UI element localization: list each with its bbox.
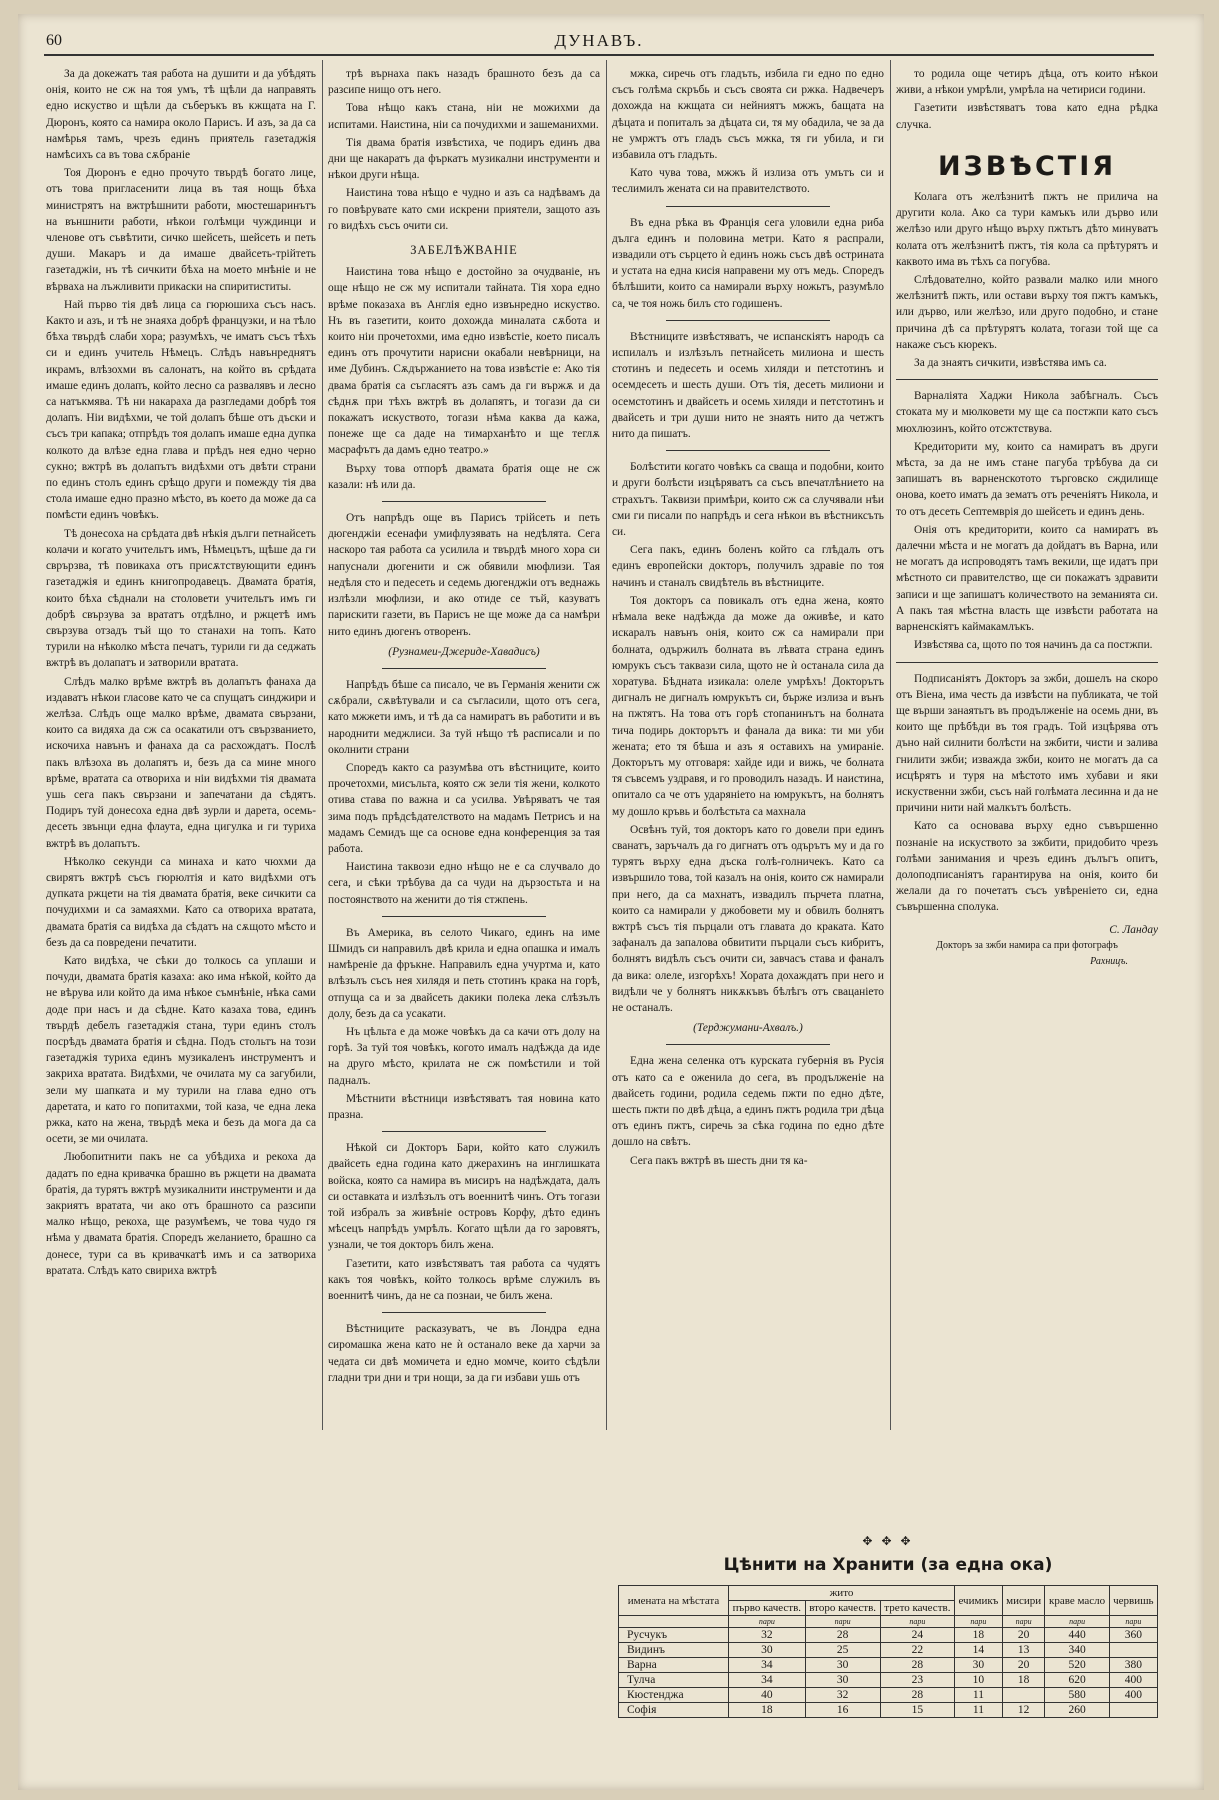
food-prices-section xyxy=(618,1534,1158,1718)
price-cell: 12 xyxy=(1002,1703,1045,1718)
price-cell: 14 xyxy=(955,1643,1003,1658)
unit-cell: пари xyxy=(955,1616,1003,1628)
divider xyxy=(382,1312,545,1313)
price-cell: 11 xyxy=(955,1688,1003,1703)
paragraph: Отъ напрѣдъ още въ Парисъ трійсеть и петь дюгенджіи есенафи умифлузявать на недѣлята. Сега наскоро тая работа са усилила и твърдѣ много хора си напуснали дюгенити и сж обявили мюфлизи. Тая недѣля сто и педесеть и седемь дюгенджіи отъ веднажь излѣзли мюфлизи, и ако отиде се тъй, казуватъ парискити газети, въ Парисъ не ще може да са намѣри нито единъ дюгенъ отворенъ. xyxy=(328,512,600,638)
price-cell: 18 xyxy=(1002,1673,1045,1688)
paragraph: Наистина това нѣщо е чудно и азъ са надѣвамъ да го повѣрувате като сми искрени приятели, защото азъ го видѣхъ съсъ очити си. xyxy=(328,187,600,232)
column-4 xyxy=(896,66,1158,1506)
price-cell: 24 xyxy=(880,1628,954,1643)
price-cell: 520 xyxy=(1045,1658,1109,1673)
divider xyxy=(382,1131,545,1132)
header-wheat-2: второ качеств. xyxy=(805,1601,880,1616)
paragraph: Нѣколко секунди са минаха и като чюхми да свирятъ вжтрѣ съсъ гюрюлтія и като видѣхми отъ дупката ржцети на тія двамата братія, веке сичкити са почудихми и са замаяхми. Като са отвориха вратата, двамата братія са видѣха да сѣдатъ на сѫщото мѣсто и безъ да са повредени печатити. xyxy=(46,855,316,949)
paragraph: Вѣстниците расказуватъ, че въ Лондра една сиромашка жена като не ѝ останало веке да харчи за чедата си двѣ момичета и едно момче, които сѣдѣли гладни три дни и три нощи, за да ги избави ушь отъ xyxy=(328,1323,600,1384)
price-cell: 20 xyxy=(1002,1628,1045,1643)
ornament-divider: ✥ ✥ ✥ xyxy=(862,1534,914,1548)
price-cell: 34 xyxy=(729,1658,806,1673)
column-rule xyxy=(606,60,607,1430)
table-row xyxy=(619,1703,1158,1718)
price-cell: 28 xyxy=(880,1688,954,1703)
header-wheat-3: трето качеств. xyxy=(880,1601,954,1616)
price-cell: 400 xyxy=(1109,1673,1157,1688)
paragraph: Тоя докторъ са повикалъ отъ една жена, която нѣмала веке надѣжда да може да оживѣе, и като искаралъ навънъ онія, които сж са намирали при болната, одържилъ болната въ лѣвата страна единъ юмрукъ съсъ таквази сила, щото не ѝ останала сила да хоратува. Бѣдната изикала: олеле умрѣхъ! Докторътъ дигналъ не дигналъ юмрукътъ си, бърже излиза и вънъ на пжтятъ. На това отъ горѣ стопанинътъ на болната тича подирь докторътъ и фанала да вика: ти ми уби жената; ето тя бѣша и азъ я оставихъ на умираніе. Докторътъ му отговаря: хайде иди и вижь, че болната тя съвсемъ уздравя, и го проводилъ назадъ. И наистина, опитало са че отъ ударяніето на юмрукътъ, на болнятъ му дошло кръвь и болѣстьта са махнала xyxy=(612,594,884,818)
paragraph: Слѣдъ малко врѣме вжтрѣ въ долапътъ фанаха да издаватъ нѣкои гласове като че са спущатъ синджири и желѣза. Слѣдъ още малко врѣме, двамата свързани, които са видяха да сж са осакатили отъ свързванието, искочиха навънъ и фанаха да са расхождатъ. Послѣ пакъ влѣзоха въ долапятъ и, безъ да са мине много врѣме, вратата са отвориха и ніи видѣхми тія двамата ушь сега пакъ свързани и запечатани да сѣдятъ. Подиръ туй донесоха една двѣ зурли и дарета, осемь-десеть звънци една флаута, една цигулка и ги туриха вжтрѣ въ долапътъ. xyxy=(46,675,316,850)
paragraph: Нъ цѣльта е да може човѣкъ да са качи отъ долу на горѣ. За туй тоя човѣкъ, когото ималъ надѣжда да иде на друго мѣсто, крилата не сж помѣстили и той падналъ. xyxy=(328,1025,600,1087)
divider xyxy=(382,668,545,669)
header-place: имената на мѣстата xyxy=(619,1586,729,1616)
paragraph: Наистина таквози едно нѣщо не е са случвало до сега, и сѣки трѣбува да са чуди на дързостьта и на постоянството на женити до тія стжпень. xyxy=(328,861,600,906)
paragraph: мжка, сиречь отъ гладъть, избила ги едно по едно съсъ голѣма скръбь и съсъ своята си ржка. Надвечеръ дохожда на кжщата си нейниятъ мжжъ, бащата на дѣцата и попиталъ за дѣцата си, тя му обадила, че за да не умржтъ отъ гладъ съсъ мжка, тя ги убила, и ги избавила отъ гладъть. xyxy=(612,68,884,162)
unit-cell: пари xyxy=(880,1616,954,1628)
price-cell: 11 xyxy=(955,1703,1003,1718)
header-butter: краве масло xyxy=(1045,1586,1109,1616)
paragraph: то родила още четиръ дѣца, отъ които нѣкои живи, а нѣкои умрѣли, умрѣла на четириси години. xyxy=(896,68,1158,97)
announcements-heading: ИЗВѢСТІЯ xyxy=(937,150,1117,182)
price-cell xyxy=(1109,1643,1157,1658)
paragraph: Освѣнъ туй, тоя докторъ като го довели при единъ сванатъ, заръчалъ да го дигнатъ отъ одърътъ му и да го турятъ върху една дъска голѣ-голничекъ. Като са извършило това, той казалъ на онія, които сж намирали при него, да са махнатъ, извадилъ пърчета платна, които са намирали у джобовети му и обвилъ болнятъ вжтрѣ съсъ тія пърцали отъ главата до краката. Като зафаналъ да запалова обвитити пърцали съсъ кибритъ, болнятъ видѣлъ съсъ очити си, завчасъ става и фаналъ да вика: олеле, изгорѣхъ! Хората дохаждатъ при него и видѣли че у болнятъ никѫкъвъ бѣлѣгъ отъ свацаніето не останалъ. xyxy=(612,823,884,1014)
prices-table xyxy=(618,1585,1158,1718)
divider xyxy=(382,501,545,502)
paragraph: Любопитнити пакъ не са убѣдиха и рекоха да дадатъ по една кривачка брашно въ ржцети на двамата братія, да турятъ вжтрѣ музикалнити инструменти и да закриятъ вратата, чи ако отъ брашното са разсипи малко нѣщо, рекоха, ще разумѣемъ, че това чудо гя нѣма у двамата братія. Споредъ желанието, брашно са донесе, тури са въ кривачкатѣ имъ и са затвориха вратата. Слѣдъ като свириха вжтрѣ xyxy=(46,1151,316,1277)
column-1 xyxy=(46,66,316,1766)
paragraph: Сега пакъ, единъ боленъ който са глѣдалъ отъ единъ европейски докторъ, получилъ здравіе по тоя начинъ и станалъ свидѣтель въ вѣстниците. xyxy=(612,544,884,589)
divider xyxy=(666,320,829,321)
header-maize: мисири xyxy=(1002,1586,1045,1616)
paragraph: Извѣстява са, щото по тоя начинъ да са постжпи. xyxy=(914,639,1153,652)
paragraph: Като видѣха, че сѣки до толкось са уплаши и почуди, двамата братія казаха: ако има нѣкой, който да не вѣрува или който да има нѣкое съмнѣніе, нѣка сами доде при насъ и да сѣдне. Като казаха това, единъ твърдѣ дебелъ газетаджія стана, тури единъ столъ посрѣдъ двамата братія и сѣдна. Подъ стольтъ на този газетаджія туриха единъ музикаленъ инструментъ и закриха вратата. Видѣхми, че очилата му са загубили, зели му шапката и му турили на глава едно отъ даретата, и като го попитахми, той каза, че една лека ржка, като на жена, твърдѣ мека и безъ да мога да са осети, зе ми очилата. xyxy=(46,954,316,1146)
column-3 xyxy=(612,66,884,1506)
price-cell: 25 xyxy=(805,1643,880,1658)
source-attribution: (Рузнамеи-Джериде-Хавадисъ) xyxy=(388,645,540,658)
column-2 xyxy=(328,66,600,1766)
divider xyxy=(896,379,1158,380)
price-cell: 400 xyxy=(1109,1688,1157,1703)
newspaper-title: ДУНАВЪ. xyxy=(554,31,644,50)
price-cell: 260 xyxy=(1045,1703,1109,1718)
unit-cell: пари xyxy=(1002,1616,1045,1628)
paragraph: Газетити, като извѣстяватъ тая работа са чудятъ какъ тоя човѣкъ, който толкось врѣме служилъ въ военнитѣ чинъ, да не са познаи, че билъ жена. xyxy=(328,1257,600,1303)
paragraph: Тоя Дюронъ е едно прочуто твърдѣ богато лице, отъ това пригласенити лица въ тая нощь бѣха министрятъ на вжтрѣшнити работи, мюстешаринътъ на външнити работи, нѣкои голѣмци чуждинци и членове отъ съвѣтити, сичко шейсеть, шейсеть и петь души. Макаръ и да имаше двайсеть-трійтеть газетаджіи, нъ тѣ сичкити бѣха на моето мнѣніе и не вѣрваха на лъжливити прикаски на спиритиститы. xyxy=(46,167,316,293)
paragraph: Наистина това нѣщо е достойно за очудваніе, нъ още нѣщо не сж му испитали тайната. Тія хора едно врѣме показаха въ Англія едно извънредно искуство. Нъ въ газетити, които дохожда миналата сѫбота и които ніи прочетохми, има едно извѣстіе, което писалъ единъ отъ прочутити нарисни окабали невѣрници, на име Дубинъ. Сѫдържанието на това извѣстіе е: Ако тія двама братія са съгласятъ азъ самъ да ги вържѫ и да сѣднѫ при тѣхъ вжтрѣ въ долапятъ, и тогази да си покажатъ искуството, тогази нѣма каква да кажа, понеже ще са даде на тимарханѣто и ще теглѫ масрафътъ да дамъ едно театро.» xyxy=(328,266,600,457)
prices-title: Цѣнити на Хранити (за една ока) xyxy=(723,1555,1053,1575)
paragraph: Подписаніятъ Докторъ за зжби, дошелъ на скоро отъ Віена, има честь да извѣсти на публиката, че той ще върши занаятьтъ въ продълженіе на осемь дни, въ които ще прѣбѣди въ тоя градъ. Той изцѣрява отъ дъно най силнити болѣсти на зжбити, чисти и залива гнилити зжби; изважда зжби, които не могатъ да са исцѣрятъ и туря на мѣстото имъ хубави и яки искуственни зжби, съсъ най голѣмата лесинна и да не причини нити най малкътъ болѣсть. xyxy=(896,672,1158,815)
paragraph: За да знаятъ сичкити, извѣстява имъ са. xyxy=(914,357,1107,370)
price-cell: 30 xyxy=(955,1658,1003,1673)
divider xyxy=(896,662,1158,663)
paragraph: Кредиторити му, които са намиратъ въ други мѣста, за да не имъ стане пагуба трѣбува да си запишатъ въ варненскотото търговско сждилище онова, което иматъ да зематъ отъ реченіятъ Никола, и то отъ десеть Септемврія до шейсеть и единъ день. xyxy=(896,440,1158,518)
price-cell: 30 xyxy=(805,1658,880,1673)
price-cell: 30 xyxy=(805,1673,880,1688)
paragraph: Това нѣщо какъ стана, ніи не можихми да испитами. Наистина, ніи са почудихми и зашеманихми. xyxy=(328,102,600,131)
price-cell xyxy=(1002,1688,1045,1703)
paragraph: Варналіята Хаджи Никола забѣгналъ. Съсъ стоката му и мюлковети му ще са постжпи като съсъ мюхлюзинъ, който отсжтствува. xyxy=(896,390,1158,435)
price-cell: 32 xyxy=(805,1688,880,1703)
paragraph: Вѣстниците извѣстяватъ, че испанскіятъ народъ са испилалъ и излѣзълъ петнайсеть милиона и шесть стотинъ и педесеть и осемь хиляди и петстотинъ и осемдесеть и шесть души. Отъ тія, десеть милиони и осемстотинъ и двайсеть и осемь хиляди и петстотинъ и двайсеть и три души нито не знаять нито да четжтъ нито да пишатъ. xyxy=(612,330,884,441)
newspaper-page xyxy=(18,14,1204,1790)
header-wheat-1: първо качеств. xyxy=(729,1601,806,1616)
column-rule xyxy=(322,60,323,1430)
unit-cell: пари xyxy=(1109,1616,1157,1628)
table-row xyxy=(619,1628,1158,1643)
price-cell: 360 xyxy=(1109,1628,1157,1643)
paragraph: Напрѣдъ бѣше са писало, че въ Германія женити сж сѫбрали, сѫвѣтували и са съгласили, щото отъ сега, като мжжети имъ, и тѣ да са намиратъ въ работити и въ народнити меджлиси. За туй нѣщо тѣ расписали и по околнити страни xyxy=(328,678,600,756)
paragraph: Тѣ донесоха на срѣдата двѣ нѣкія дълги петнайсеть колачи и когато учительтъ имъ, Нѣмецътъ, щѣше да ги сврързва, тѣ повикаха отъ присѫтствующити единъ газетаджія и единъ книгопродавецъ. Двамата братія, които бѣха сѣднали на столовети учительтъ имъ ги добрѣ свързува за врататъ отдѣлно, и ржцетѣ имъ свързува отзадъ тъй що то станахи на топъ. Като турили на нѣколко мѣста печатъ, турили ги да седжать вжтрѣ въ долапатъ и затворили вратата. xyxy=(46,527,316,670)
unit-cell: пари xyxy=(805,1616,880,1628)
running-head xyxy=(44,30,1154,56)
paragraph: Тія двама братія извѣстиха, че подиръ единъ два дни ще накаратъ да фъркатъ музикални инструменти и нѣкои други нѣща. xyxy=(328,136,600,182)
price-cell: 620 xyxy=(1045,1673,1109,1688)
paragraph: Въ Америка, въ селото Чикаго, единъ на име Шмидъ си направилъ двѣ крила и една опашка и ималъ намѣреніе да фръкне. Направилъ една учуртма и, като влѣзълъ съсъ нея хилядя и петь стотинъ крака на горѣ, отпуща са и за двайсеть дакики полека лека слѣзълъ долу, безъ да са усакати. xyxy=(328,926,600,1020)
source-attribution: (Терджумани-Ахвалъ.) xyxy=(693,1022,803,1035)
unit-cell: пари xyxy=(729,1616,806,1628)
paragraph: Като са основава върху едно съвършенно познаніе на искуството за зжбити, придобито чрезъ голѣми занимания и чрезъ единъ дълъгъ опитъ, долоподписаніятъ гарантирува на онія, които би желали да го почетатъ съсъ увѣреніето си, една съвършенна сполука. xyxy=(896,820,1158,914)
divider xyxy=(666,450,829,451)
price-cell xyxy=(1109,1703,1157,1718)
header-cheese: червишь xyxy=(1109,1586,1157,1616)
price-cell: 15 xyxy=(880,1703,954,1718)
paragraph: Болѣстити когато човѣкъ са сваща и подобни, които и други болѣсти изцѣряватъ са съсъ впечатлѣнието на страхътъ. Таквизи примѣри, които сж са случявали нѣи сми ги писали по напрѣдъ и сега нѣкои въ вѣстниксъть си. xyxy=(612,461,884,539)
paragraph: Мѣстнити вѣстници извѣстяватъ тая новина като празна. xyxy=(328,1092,600,1121)
dentist-note: Докторъ за зжби намира са при фотографъ xyxy=(936,939,1118,951)
price-cell: 340 xyxy=(1045,1643,1109,1658)
city-cell: Варна xyxy=(619,1658,729,1673)
price-cell: 22 xyxy=(880,1643,954,1658)
city-cell: Тулча xyxy=(619,1673,729,1688)
paragraph: За да докежатъ тая работа на душити и да убѣдять онія, които не сж на тоя умъ, тѣ щѣли да направять едно искуство и щѣли да съберъкъ въ кжщата на Г. Дюронъ, която са намира около Парисъ. И азъ, за да са намѣрья тамъ, чрезъ единъ приятель газетаджія намѣсихъ са въ това сѫбраніе xyxy=(46,68,316,162)
paragraph: Слѣдователно, който развали малко или много желѣзнитѣ пжть, или остави върху тоя пжтъ камъкъ, или дърво, или желѣзо, или друго подобно, и стане причина дѣ са прѣтурятъ колата, тогази той ще са накаже съсъ кюрекъ. xyxy=(896,274,1158,351)
price-cell: 34 xyxy=(729,1673,806,1688)
signature: С. Ландау xyxy=(1109,923,1158,936)
divider xyxy=(382,916,545,917)
paragraph: Една жена селенка отъ курската губернія въ Русія отъ като са е оженила до сега, въ продълженіе на двайсеть години, родила седемь пжти по едно дѣте, шесть пжти по двѣ дѣца, а единъ пжтъ родила три дѣца отъ единъ пжтъ, сиречь за сѣка година по едно дѣте дошло на свѣтъ. xyxy=(612,1055,884,1149)
city-cell: Видинъ xyxy=(619,1643,729,1658)
unit-row xyxy=(619,1616,1158,1628)
paragraph: Онія отъ кредиторити, които са намиратъ въ далечни мѣста и не могатъ да дойдатъ въ Варна, или не могатъ да испроводятъ тамъ векили, ще идатъ при мѣстното си правителство, ще си покажатъ здравити записи и ще запишатъ количеството на земанията си. А пакъ тая мѣстна власть ще извѣсти работата на варненскіятъ каймакамлъкъ. xyxy=(896,523,1158,634)
price-cell: 20 xyxy=(1002,1658,1045,1673)
paragraph: Нѣкой си Докторъ Бари, който като служилъ двайсеть една година като джерахинъ на инглишката войска, която са намира въ мисиръ на надѣждата, далъ си оставката и излѣзълъ отъ военнитѣ чинъ. Отъ тогази той избралъ за живѣніе островъ Корфу, дѣто единъ мѣсецъ напрѣдъ умрѣлъ. Когато щѣли да го заровятъ, узнали, че тоя докторъ билъ жена. xyxy=(328,1142,600,1252)
table-row xyxy=(619,1673,1158,1688)
price-cell: 440 xyxy=(1045,1628,1109,1643)
price-cell: 32 xyxy=(729,1628,806,1643)
table-row xyxy=(619,1643,1158,1658)
price-cell: 40 xyxy=(729,1688,806,1703)
paragraph: Като чува това, мжжъ й излиза отъ умътъ си и теслимилъ жената си на правителството. xyxy=(612,167,884,196)
price-cell: 28 xyxy=(880,1658,954,1673)
paragraph: Върху това отпорѣ двамата братія още не сж казали: нѣ или да. xyxy=(328,462,600,491)
price-cell: 23 xyxy=(880,1673,954,1688)
section-title: ЗАБЕЛѢЖВАНІЕ xyxy=(410,243,518,258)
city-cell: Русчукъ xyxy=(619,1628,729,1643)
column-rule xyxy=(890,60,891,1430)
divider xyxy=(666,206,829,207)
header-barley: ечимикъ xyxy=(955,1586,1003,1616)
city-cell: Софія xyxy=(619,1703,729,1718)
paragraph: Газетити извѣстяватъ това като една рѣдка случка. xyxy=(896,102,1158,131)
city-cell: Кюстенджа xyxy=(619,1688,729,1703)
price-cell: 18 xyxy=(729,1703,806,1718)
unit-cell: пари xyxy=(1045,1616,1109,1628)
page-number: 60 xyxy=(46,32,62,49)
table-row xyxy=(619,1688,1158,1703)
paragraph: Въ една рѣка въ Франція сега уловили една риба дълга единъ и половина метри. Като я распрали, извадили отъ сърцето ѝ единъ ножь съсъ двѣ острината и устата на една кисія направени му отъ медь. Споредъ бѣлѣшити, които са намирали върху ножьтъ, разумѣло са, че тоя ножь билъ сто годишенъ. xyxy=(612,216,884,310)
photographer-name: Рахницъ. xyxy=(1090,955,1128,967)
price-cell: 18 xyxy=(955,1628,1003,1643)
price-cell: 380 xyxy=(1109,1658,1157,1673)
price-cell: 10 xyxy=(955,1673,1003,1688)
unit-cell xyxy=(619,1616,729,1628)
paragraph: трѣ върнаха пакъ назадъ брашното безъ да са разсипе нищо отъ него. xyxy=(328,68,600,97)
paragraph: Колага отъ желѣзнитѣ пжтъ не прилича на другити кола. Ако са тури камъкъ или дърво или желѣзо или друго нѣщо върху пжтьтъ дѣто минуватъ колата отъ желѣзнитѣ пжтъ, тія кола са прѣтурятъ и каквото има въ тѣхъ са погубва. xyxy=(896,191,1158,268)
price-cell: 580 xyxy=(1045,1688,1109,1703)
article-spiritists xyxy=(46,66,316,1279)
price-cell: 16 xyxy=(805,1703,880,1718)
table-row xyxy=(619,1658,1158,1673)
divider xyxy=(666,1044,829,1045)
paragraph: Сега пакъ вжтрѣ въ шесть дни тя ка- xyxy=(630,1154,808,1167)
price-cell: 30 xyxy=(729,1643,806,1658)
price-cell: 28 xyxy=(805,1628,880,1643)
header-wheat: жито xyxy=(729,1586,955,1601)
paragraph: Най първо тія двѣ лица са гюрюшиха съсъ насъ. Както и азъ, и тѣ не знаяха добрѣ французки, и на тѣло бѣха твърдѣ слаби хора; разумѣхъ, че иматъ съсъ тѣхъ си и единъ учитель Нѣмецъ. Слѣдъ навънреднятъ икрамъ, влѣзохми въ салонатъ, на който въ срѣдата имаше единъ долапъ, който лесно са развалявъ и лесно са натъкмява. Тѣ ни накараха да разгледами добрѣ тоя долапъ. Ніи видѣхми, че той долапъ бѣше отъ дъски и съсъ три капака; отпрѣдъ тоя долапъ имаше една дупка колкото да влѣзе една глава и прѣдъ нея едно черно сукно; вжтрѣ въ долапътъ видѣхми отъ двѣти страни по единъ столъ единъ срѣщо други и помежду тія два стола имаше едно празно мѣсто, въ което да може да са помѣсти единъ човѣкъ. xyxy=(46,298,316,522)
paragraph: Споредъ както са разумѣва отъ вѣстниците, които прочетохми, мисъльта, която сж зели тія жени, колкото отива става по важна и са усилва. Увѣряватъ че тая зима подъ прѣдсѣдателството на мадамъ Петрисъ и на мадамъ Семидъ ще са основе една конференция за тая работа. xyxy=(328,761,600,855)
price-cell: 13 xyxy=(1002,1643,1045,1658)
